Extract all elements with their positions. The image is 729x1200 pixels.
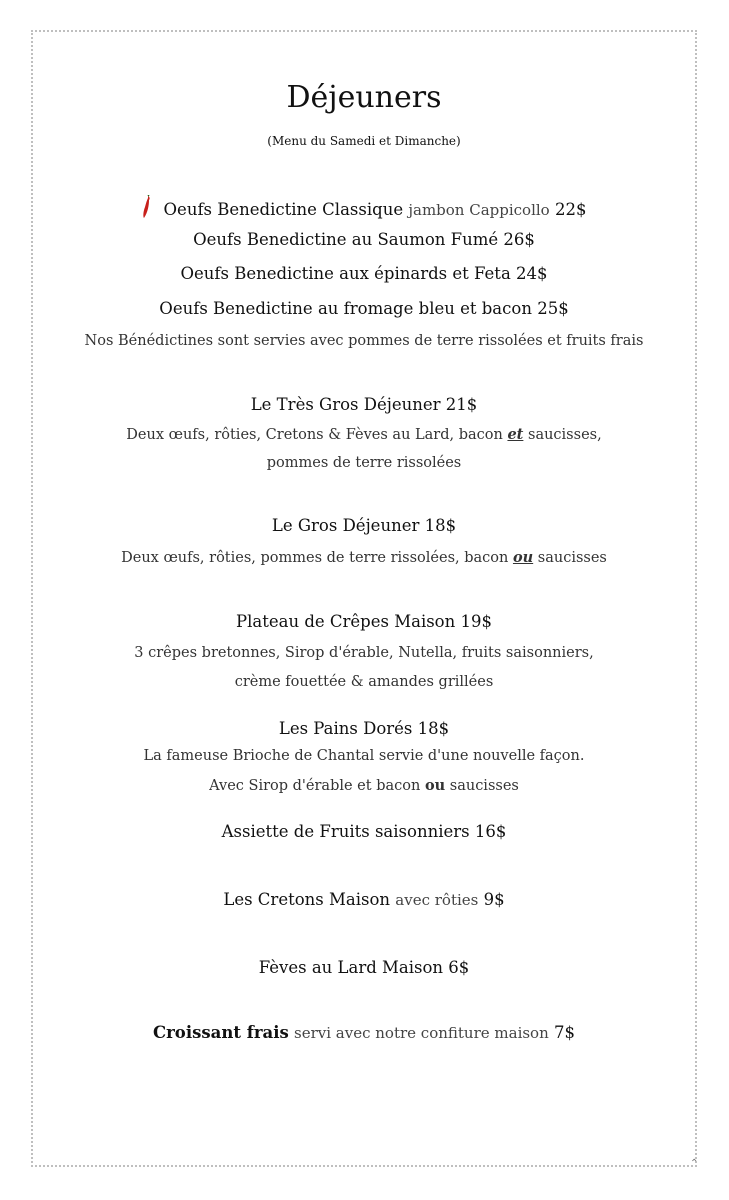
menu-title: Déjeuners [286,80,442,115]
item-description: crème fouettée & amandes grillées [234,674,494,690]
item-benedictine-epinards: Oeufs Benedictine aux épinards et Feta 24$ [180,264,548,283]
item-name: Oeufs Benedictine Classique [163,200,404,219]
item-pains-dores: Les Pains Dorés 18$ [278,719,450,738]
item-assiette-fruits: Assiette de Fruits saisonniers 16$ [221,822,507,841]
item-description: 3 crêpes bretonnes, Sirop d'érable, Nutella, fruits saisonniers, [134,645,594,661]
corner-mark: ⌃ [690,1158,699,1169]
item-description: Deux œufs, rôties, Cretons & Fèves au Lard, bacon et saucisses, [126,426,602,443]
chili-pepper-icon [142,195,152,219]
item-description: pommes de terre rissolées [266,455,462,471]
item-feves-au-lard: Fèves au Lard Maison 6$ [258,958,470,977]
menu-subtitle: (Menu du Samedi et Dimanche) [267,134,461,148]
item-benedictine-fromage: Oeufs Benedictine au fromage bleu et bacon 25$ [159,299,569,318]
item-description: La fameuse Brioche de Chantal servie d'une nouvelle façon. [143,748,585,764]
item-benedictine-classique [31,195,697,219]
item-tres-gros-dejeuner: Le Très Gros Déjeuner 21$ [250,395,478,414]
item-extra: jambon Cappicollo [408,201,550,219]
item-plateau-crepes: Plateau de Crêpes Maison 19$ [236,612,492,631]
item-benedictine-saumon: Oeufs Benedictine au Saumon Fumé 26$ [193,230,535,249]
benedictine-note: Nos Bénédictines sont servies avec pommes de terre rissolées et fruits frais [84,333,644,349]
item-description: Avec Sirop d'érable et bacon ou saucisses [209,777,519,794]
item-croissant: Croissant frais servi avec notre confiture maison 7$ [152,1023,576,1042]
item-cretons-maison: Les Cretons Maison avec rôties 9$ [223,890,505,909]
item-gros-dejeuner: Le Gros Déjeuner 18$ [271,516,457,535]
item-price: 22$ [554,200,587,219]
item-description: Deux œufs, rôties, pommes de terre rissolées, bacon ou saucisses [121,549,607,566]
